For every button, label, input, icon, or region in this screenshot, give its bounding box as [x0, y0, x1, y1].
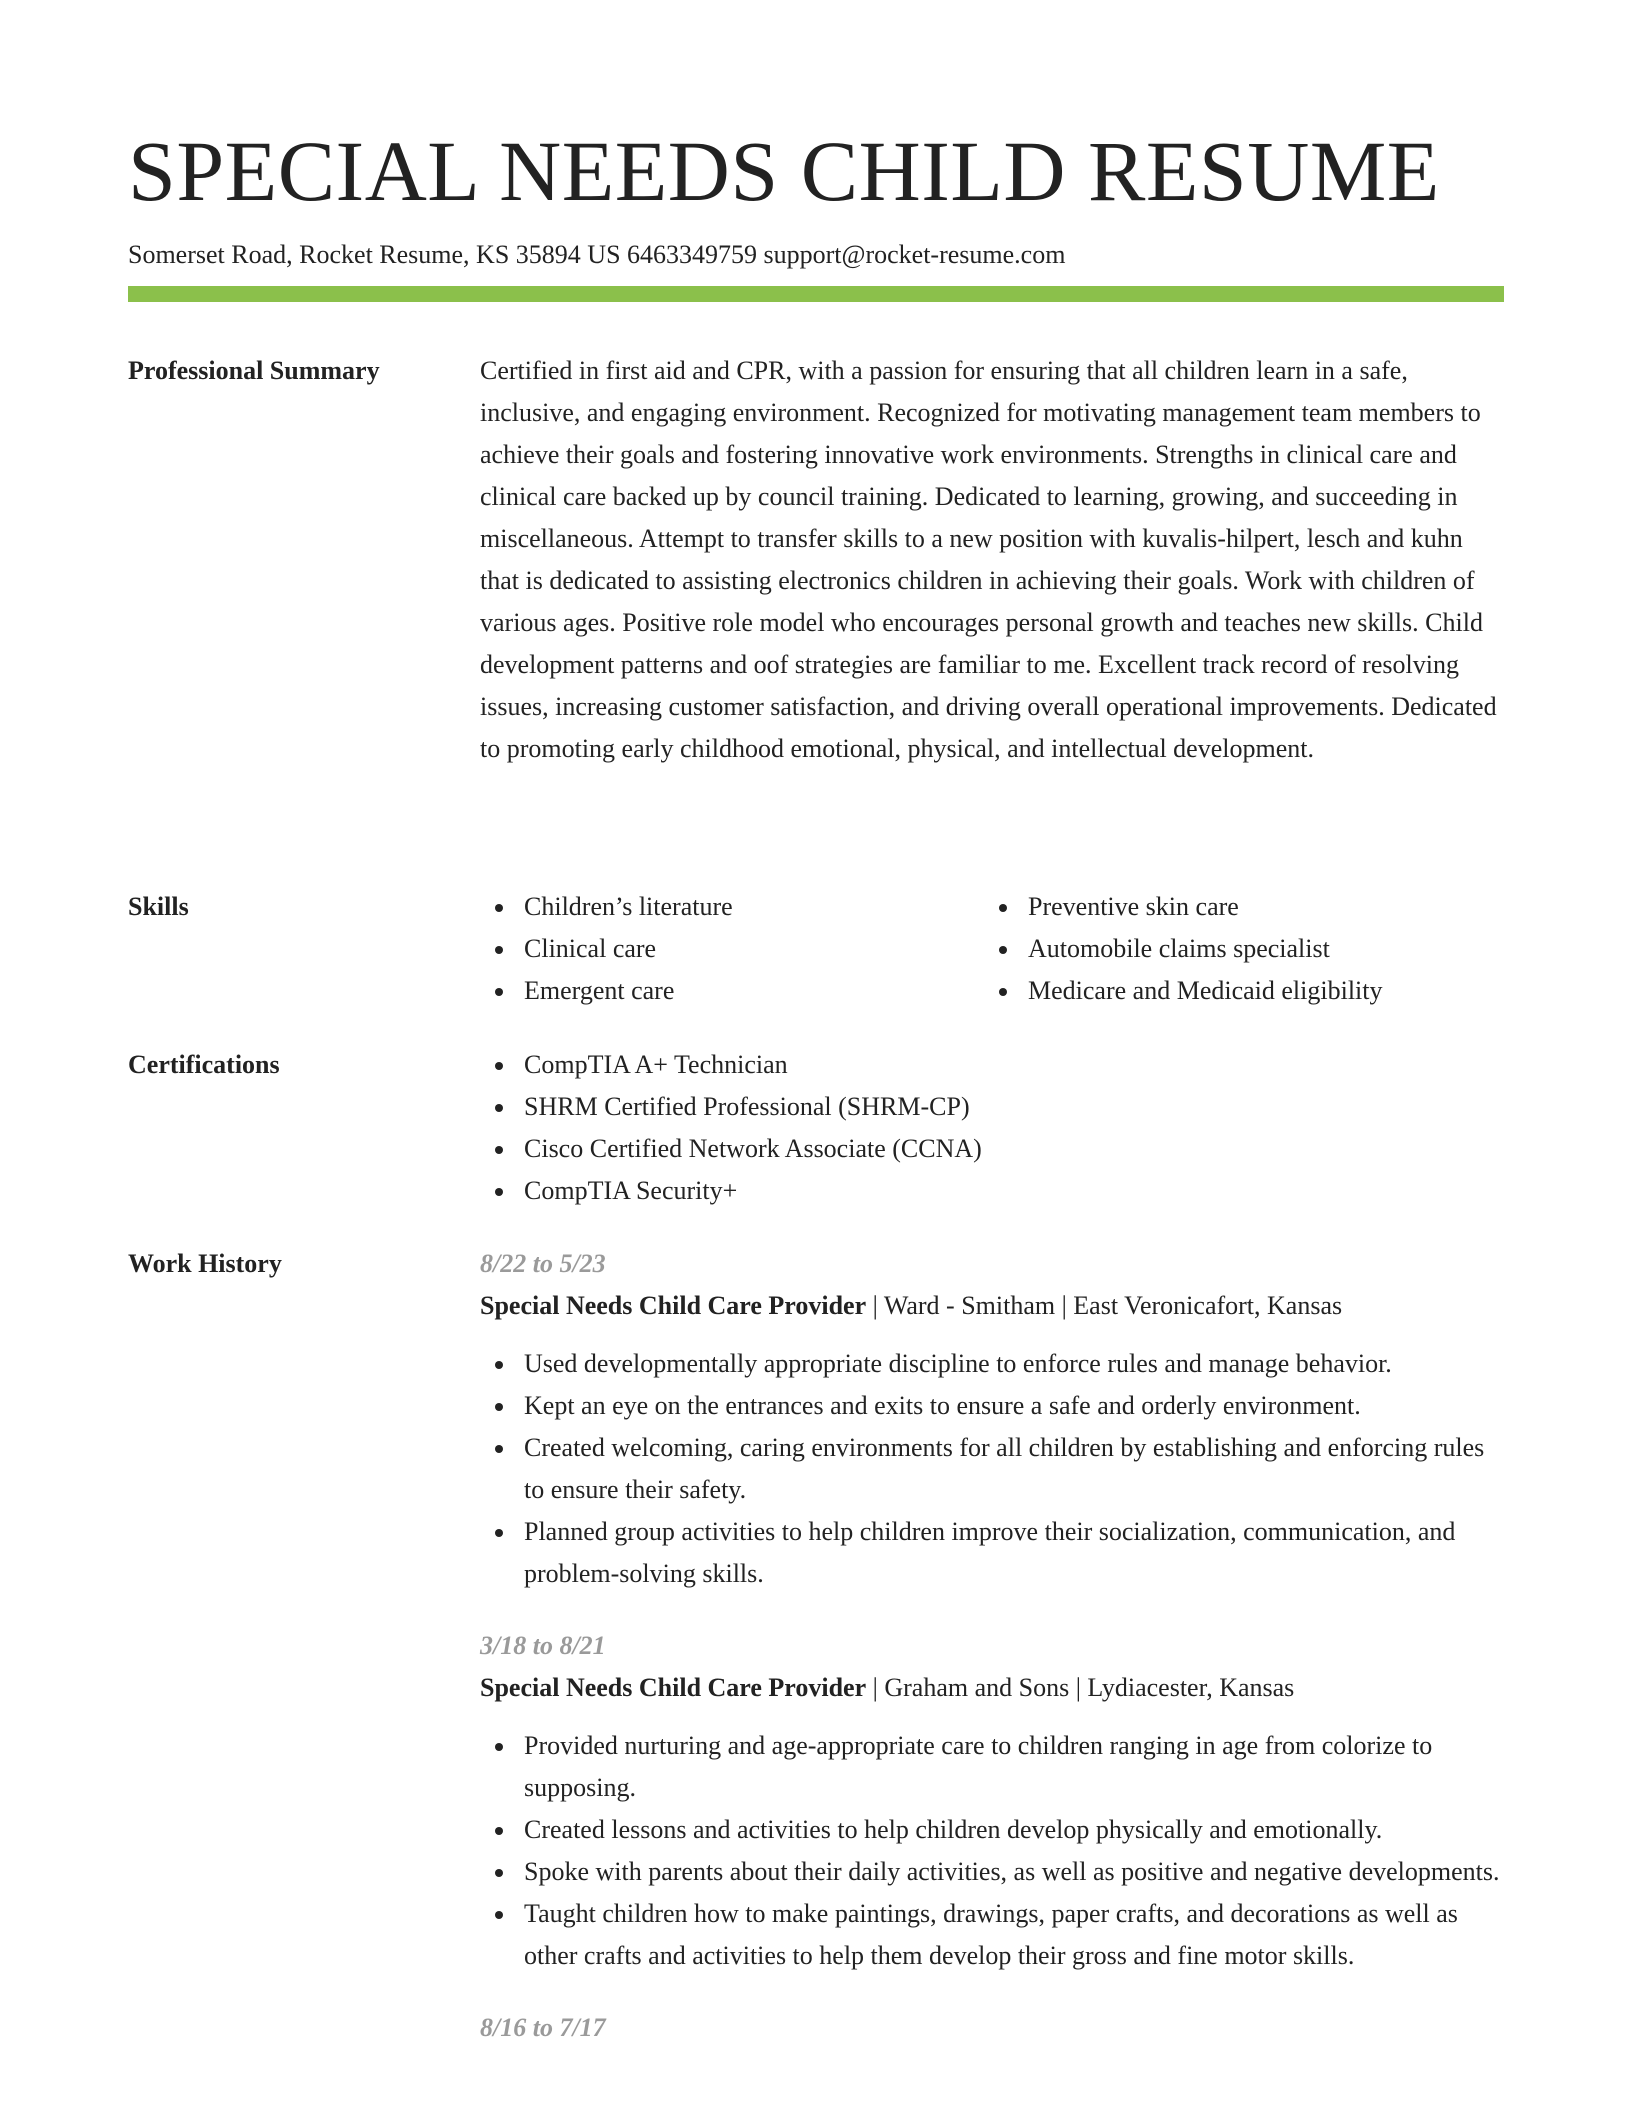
job-employer-location: | Ward - Smitham | East Veronicafort, Kansas — [866, 1291, 1343, 1320]
section-label-certifications: Certifications — [128, 1050, 280, 1079]
header-divider — [128, 286, 1504, 302]
certification-item: SHRM Certified Professional (SHRM-CP) — [524, 1086, 1504, 1128]
certification-item: CompTIA A+ Technician — [524, 1044, 1504, 1086]
job-employer-location: | Graham and Sons | Lydiacester, Kansas — [866, 1673, 1295, 1702]
job-title: Special Needs Child Care Provider — [480, 1673, 867, 1702]
skill-item: Clinical care — [524, 928, 984, 970]
job-bullet: Spoke with parents about their daily activities, as well as positive and negative developments. — [524, 1851, 1504, 1893]
job-bullet: Taught children how to make paintings, drawings, paper crafts, and decorations as well as other crafts and activities to help them develop their gross and fine motor skills. — [524, 1893, 1504, 1977]
section-label-work-history: Work History — [128, 1249, 282, 1278]
job-dates: 8/16 to 7/17 — [480, 2013, 606, 2042]
job-dates: 3/18 to 8/21 — [480, 1631, 606, 1660]
job-bullet: Used developmentally appropriate discipline to enforce rules and manage behavior. — [524, 1343, 1504, 1385]
job-bullet: Kept an eye on the entrances and exits to ensure a safe and orderly environment. — [524, 1385, 1504, 1427]
job-heading — [480, 1285, 1504, 1327]
job-bullets — [480, 1725, 1504, 1977]
job-bullets — [480, 1343, 1504, 1595]
job-entry — [480, 1243, 1504, 1595]
contact-line: Somerset Road, Rocket Resume, KS 35894 US 6463349759 support@rocket-resume.com — [128, 240, 1066, 269]
job-bullet: Created welcoming, caring environments for all children by establishing and enforcing rules to ensure their safety. — [524, 1427, 1504, 1511]
job-title: Special Needs Child Care Provider — [480, 1291, 867, 1320]
summary-text: Certified in first aid and CPR, with a passion for ensuring that all children learn in a safe, inclusive, and engaging environment. Recognized for motivating management team members to achieve their goals and fostering innovative work environments. Strengths in clinical care and clinical care backed up by council training. Dedicated to learning, growing, and succeeding in miscellaneous. Attempt to transfer skills to a new position with kuvalis-hilpert, lesch and kuhn that is dedicated to assisting electronics children in achieving their goals. Work with children of various ages. Positive role model who encourages personal growth and teaches new skills. Child development patterns and oof strategies are familiar to me. Excellent track record of resolving issues, increasing customer satisfaction, and driving overall operational improvements. Dedicated to promoting early childhood emotional, physical, and intellectual development. — [480, 356, 1497, 763]
skills-column-2 — [984, 886, 1488, 1012]
skill-item: Automobile claims specialist — [1028, 928, 1488, 970]
certification-item: CompTIA Security+ — [524, 1170, 1504, 1212]
job-heading — [480, 1667, 1504, 1709]
section-label-skills: Skills — [128, 892, 189, 921]
certifications-list — [480, 1044, 1504, 1212]
skill-item: Preventive skin care — [1028, 886, 1488, 928]
certification-item: Cisco Certified Network Associate (CCNA) — [524, 1128, 1504, 1170]
job-bullet: Planned group activities to help children improve their socialization, communication, and problem-solving skills. — [524, 1511, 1504, 1595]
resume-header — [128, 116, 1504, 272]
summary-body — [480, 350, 1504, 770]
job-dates: 8/22 to 5/23 — [480, 1249, 606, 1278]
work-history-body — [480, 1243, 1504, 2079]
skills-columns — [480, 886, 1504, 1012]
skill-item: Children’s literature — [524, 886, 984, 928]
certifications-section — [128, 1044, 1504, 1212]
skill-item: Emergent care — [524, 970, 984, 1012]
professional-summary-section — [128, 350, 1504, 770]
job-bullet: Created lessons and activities to help children develop physically and emotionally. — [524, 1809, 1504, 1851]
skills-column-1 — [480, 886, 984, 1012]
job-entry — [480, 1625, 1504, 1977]
work-history-section — [128, 1243, 1504, 2079]
skill-item: Medicare and Medicaid eligibility — [1028, 970, 1488, 1012]
job-bullet: Provided nurturing and age-appropriate care to children ranging in age from colorize to supposing. — [524, 1725, 1504, 1809]
certifications-body — [480, 1044, 1504, 1212]
skills-section — [128, 886, 1504, 1012]
section-label-summary: Professional Summary — [128, 356, 380, 385]
resume-title: SPECIAL NEEDS CHILD RESUME — [128, 123, 1440, 219]
job-entry — [480, 2007, 1504, 2049]
